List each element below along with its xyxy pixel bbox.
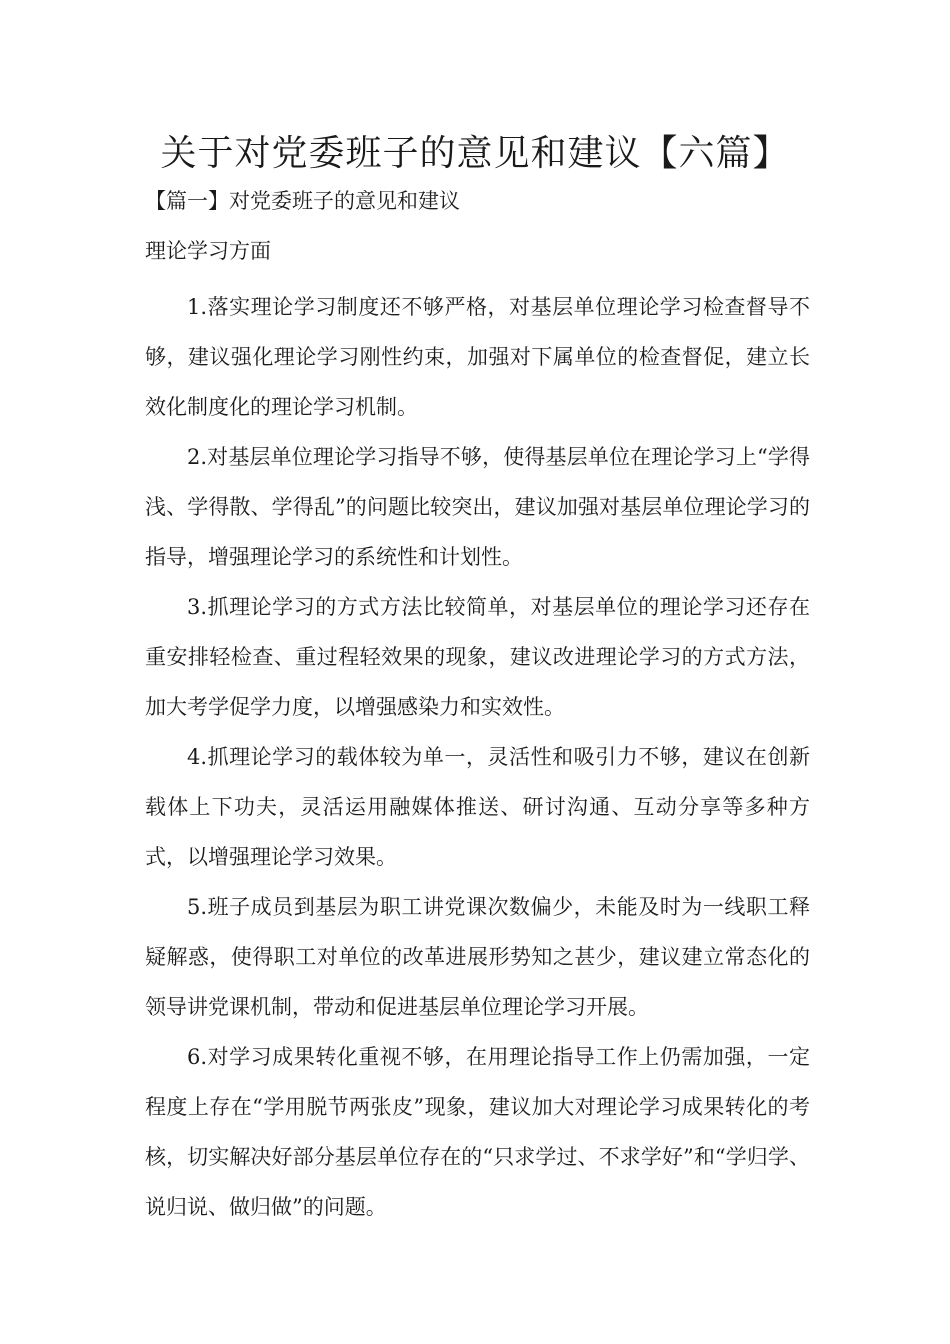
paragraph-3: 3.抓理论学习的方式方法比较简单，对基层单位的理论学习还存在重安排轻检查、重过程轻效果的现象，建议改进理论学习的方式方法，加大考学促学力度，以增强感染力和实效性。	[145, 595, 810, 719]
sub-heading: 理论学习方面	[145, 239, 271, 263]
paragraph-1: 1.落实理论学习制度还不够严格，对基层单位理论学习检查督导不够，建议强化理论学习刚性约束，加强对下属单位的检查督促，建立长效化制度化的理论学习机制。	[145, 295, 810, 419]
paragraph-4: 4.抓理论学习的载体较为单一，灵活性和吸引力不够，建议在创新载体上下功夫，灵活运用融媒体推送、研讨沟通、互动分享等多种方式，以增强理论学习效果。	[145, 745, 810, 869]
paragraph-6: 6.对学习成果转化重视不够，在用理论指导工作上仍需加强，一定程度上存在“学用脱节两张皮”现象，建议加大对理论学习成果转化的考核，切实解决好部分基层单位存在的“只求学过、不求学好”和“学归学、说归说、做归做”的问题。	[145, 1045, 810, 1219]
document-title: 关于对党委班子的意见和建议【六篇】	[160, 133, 790, 174]
paragraph-5: 5.班子成员到基层为职工讲党课次数偏少，未能及时为一线职工释疑解惑，使得职工对单位的改革进展形势知之甚少，建议建立常态化的领导讲党课机制，带动和促进基层单位理论学习开展。	[145, 895, 810, 1019]
paragraph-2: 2.对基层单位理论学习指导不够，使得基层单位在理论学习上“学得浅、学得散、学得乱”的问题比较突出，建议加强对基层单位理论学习的指导，增强理论学习的系统性和计划性。	[145, 445, 810, 569]
section-heading: 【篇一】对党委班子的意见和建议	[145, 189, 460, 213]
body-text	[145, 282, 810, 1232]
